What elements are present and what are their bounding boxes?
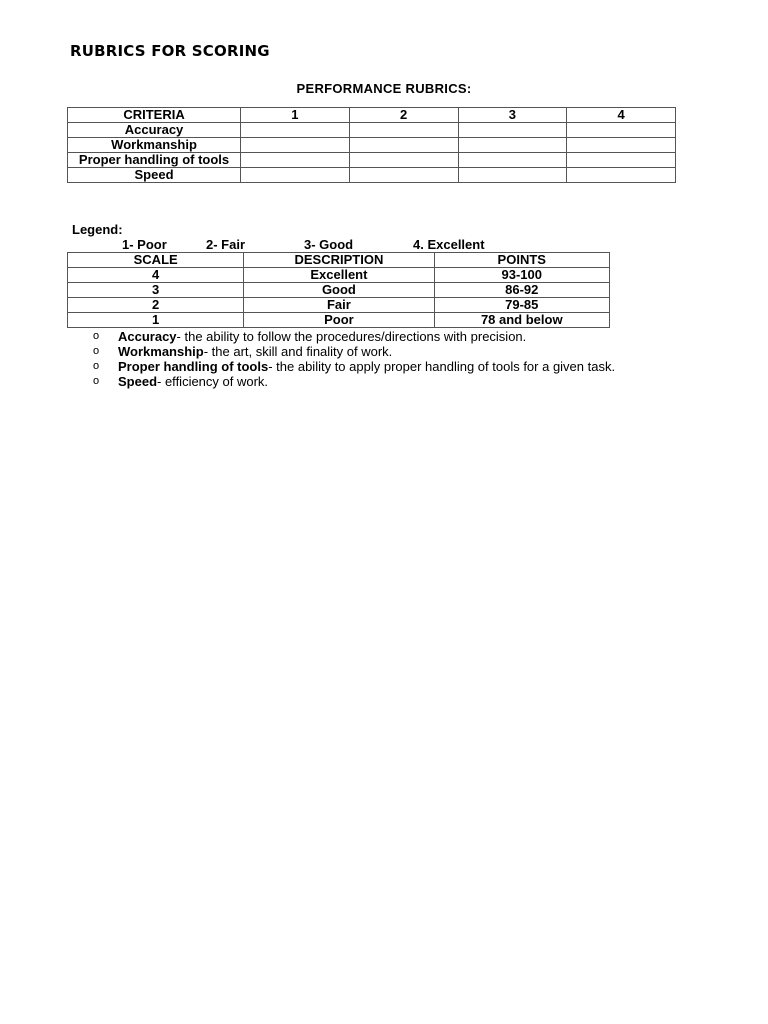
list-item (93, 374, 705, 389)
description-cell: Fair (244, 298, 434, 313)
scale-cell: 1 (68, 313, 244, 328)
points-cell: 79-85 (434, 298, 609, 313)
table-header-row (68, 108, 676, 123)
header-score-2: 2 (349, 108, 458, 123)
header-description: DESCRIPTION (244, 253, 434, 268)
header-score-4: 4 (567, 108, 676, 123)
scale-cell: 4 (68, 268, 244, 283)
list-item (93, 344, 705, 359)
score-cell (349, 138, 458, 153)
circle-bullet-icon: o (93, 345, 100, 357)
performance-rubric-table (67, 107, 676, 183)
points-cell: 78 and below (434, 313, 609, 328)
header-score-3: 3 (458, 108, 567, 123)
table-row (68, 298, 610, 313)
table-row (68, 268, 610, 283)
legend-label: Legend: (72, 222, 123, 237)
circle-bullet-icon: o (93, 330, 100, 342)
definition-text: - the art, skill and finality of work. (203, 344, 393, 359)
score-cell (458, 138, 567, 153)
description-cell: Excellent (244, 268, 434, 283)
definition-term: Speed (118, 374, 158, 389)
description-cell: Poor (244, 313, 434, 328)
legend-item-poor: 1- Poor (122, 237, 167, 252)
score-cell (241, 153, 350, 168)
criteria-cell: Speed (68, 168, 241, 183)
criteria-cell: Accuracy (68, 123, 241, 138)
definition-text: - the ability to follow the procedures/directions with precision. (176, 329, 527, 344)
table-row (68, 123, 676, 138)
definition-term: Workmanship (118, 344, 204, 359)
legend-item-excellent: 4. Excellent (413, 237, 485, 252)
score-cell (567, 168, 676, 183)
score-cell (349, 123, 458, 138)
table-row (68, 168, 676, 183)
score-cell (241, 168, 350, 183)
document-title: RUBRICS FOR SCORING (70, 42, 270, 60)
score-cell (458, 153, 567, 168)
score-cell (241, 138, 350, 153)
score-cell (458, 123, 567, 138)
legend-item-fair: 2- Fair (206, 237, 246, 252)
table-row (68, 138, 676, 153)
header-score-1: 1 (241, 108, 350, 123)
definition-term: Accuracy (118, 329, 177, 344)
scale-cell: 2 (68, 298, 244, 313)
definition-text: - the ability to apply proper handling of tools for a given task. (268, 359, 616, 374)
list-item (93, 329, 705, 344)
definition-text: - efficiency of work. (157, 374, 269, 389)
table-row (68, 153, 676, 168)
score-cell (567, 153, 676, 168)
list-item (93, 359, 705, 374)
points-cell: 86-92 (434, 283, 609, 298)
table-header-row (68, 253, 610, 268)
description-cell: Good (244, 283, 434, 298)
header-criteria: CRITERIA (68, 108, 241, 123)
scale-cell: 3 (68, 283, 244, 298)
table-row (68, 313, 610, 328)
score-cell (567, 123, 676, 138)
score-cell (567, 138, 676, 153)
circle-bullet-icon: o (93, 375, 100, 387)
legend-item-good: 3- Good (304, 237, 354, 252)
points-cell: 93-100 (434, 268, 609, 283)
header-points: POINTS (434, 253, 609, 268)
score-cell (241, 123, 350, 138)
criteria-cell: Proper handling of tools (68, 153, 241, 168)
score-cell (458, 168, 567, 183)
criteria-definitions-list (93, 329, 705, 389)
header-scale: SCALE (68, 253, 244, 268)
table-row (68, 283, 610, 298)
scale-table (67, 252, 610, 328)
circle-bullet-icon: o (93, 360, 100, 372)
score-cell (349, 153, 458, 168)
score-cell (349, 168, 458, 183)
performance-rubrics-heading: PERFORMANCE RUBRICS: (296, 81, 472, 96)
criteria-cell: Workmanship (68, 138, 241, 153)
definition-term: Proper handling of tools (118, 359, 269, 374)
